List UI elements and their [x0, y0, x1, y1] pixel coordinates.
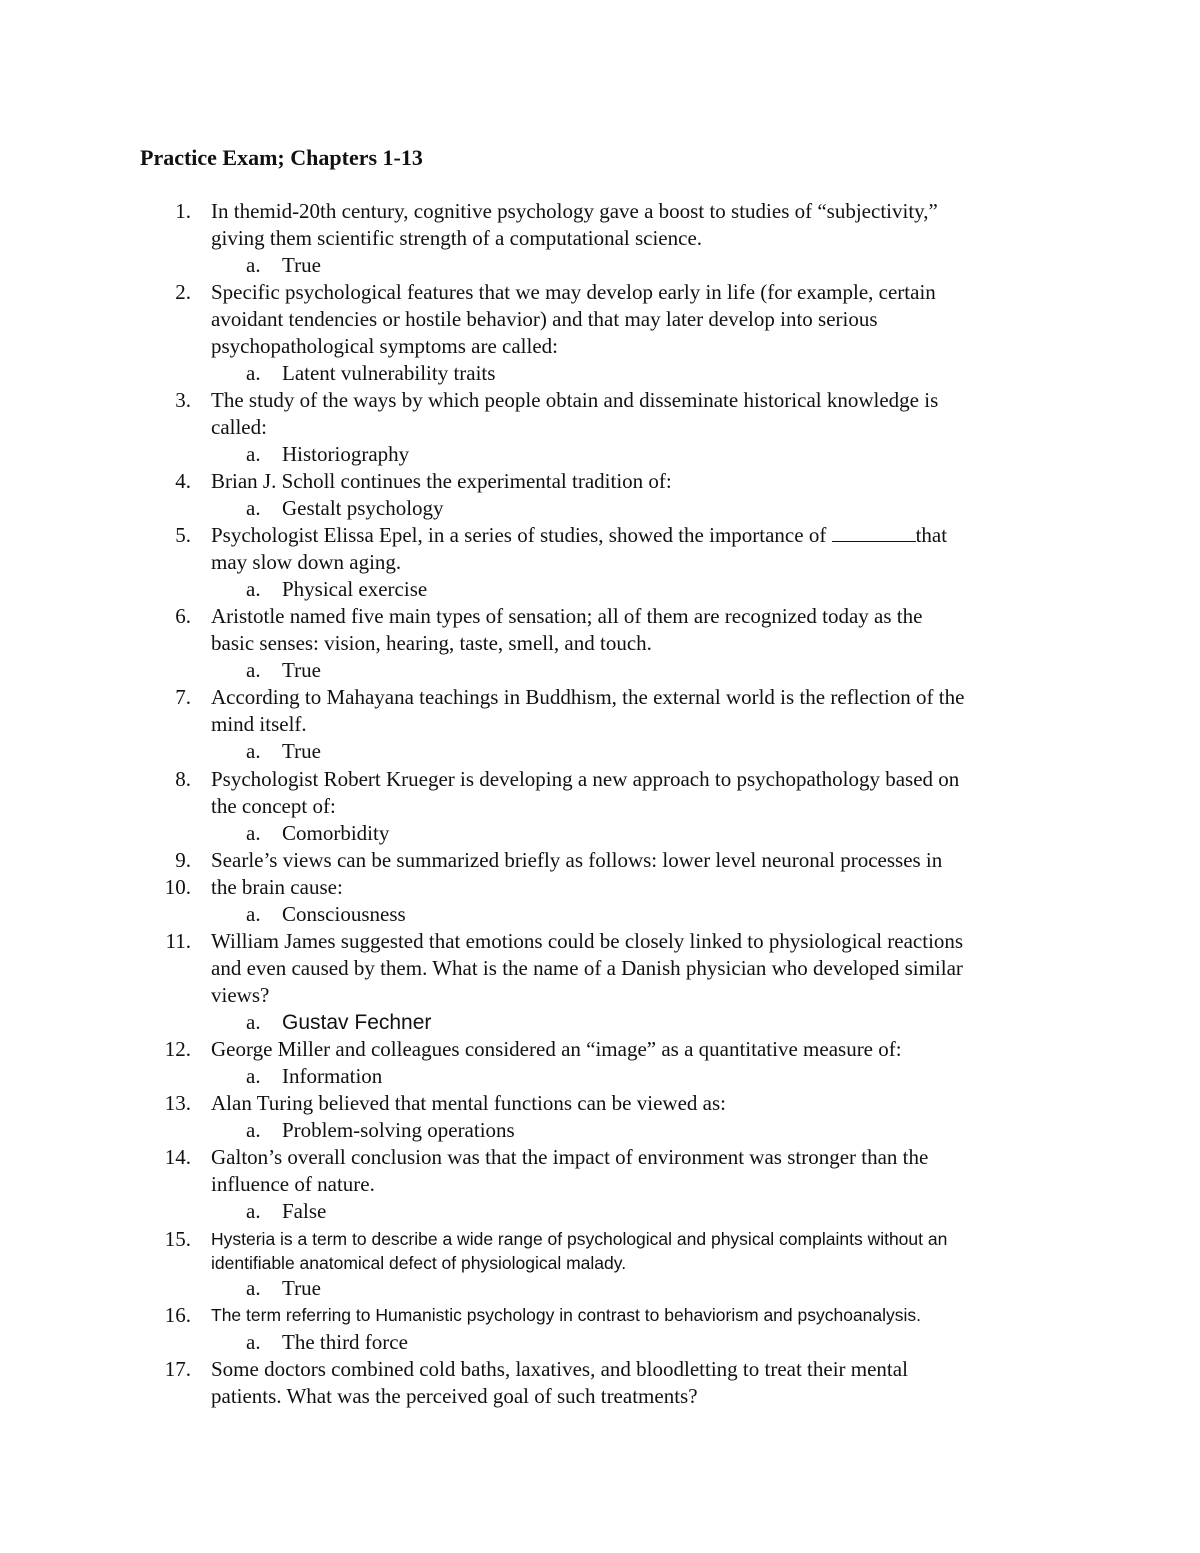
- answer-text: Latent vulnerability traits: [282, 361, 496, 385]
- answer-letter: a.: [246, 658, 261, 682]
- question-text-line: patients. What was the perceived goal of such treatments?: [211, 1384, 698, 1408]
- answer-letter: a.: [246, 1064, 261, 1088]
- question-text-line: The term referring to Humanistic psychology in contrast to behaviorism and psychoanalysis.: [211, 1305, 922, 1325]
- answer-text: Comorbidity: [282, 821, 390, 845]
- answer-text: True: [282, 739, 321, 763]
- question-text-line: Specific psychological features that we may develop early in life (for example, certain: [211, 280, 936, 304]
- question-text-line: influence of nature.: [211, 1172, 375, 1196]
- question-number: 9.: [175, 848, 191, 872]
- answer-letter: a.: [246, 1330, 261, 1354]
- question-number: 1.: [175, 199, 191, 223]
- question-text-line: George Miller and colleagues considered an “image” as a quantitative measure of:: [211, 1037, 902, 1061]
- question-number: 12.: [164, 1037, 191, 1061]
- question-text-after-blank: that: [915, 523, 948, 547]
- question-text-line: giving them scientific strength of a computational science.: [211, 226, 703, 250]
- question-text-line: basic senses: vision, hearing, taste, smell, and touch.: [211, 631, 652, 655]
- answer-letter: a.: [246, 1010, 261, 1034]
- question-number: 15.: [164, 1227, 191, 1251]
- question-text-line: and even caused by them. What is the name of a Danish physician who developed similar: [211, 956, 963, 980]
- question-number: 4.: [175, 469, 191, 493]
- answer-letter: a.: [246, 1199, 261, 1223]
- question-text-line: According to Mahayana teachings in Buddhism, the external world is the reflection of the: [211, 685, 965, 709]
- answer-text: The third force: [282, 1330, 408, 1354]
- answer-letter: a.: [246, 496, 261, 520]
- question-text-line: called:: [211, 415, 267, 439]
- fill-in-blank: [832, 523, 916, 542]
- answer-letter: a.: [246, 253, 261, 277]
- answer-text: True: [282, 658, 321, 682]
- question-text-line: psychopathological symptoms are called:: [211, 334, 558, 358]
- answer-text: Gestalt psychology: [282, 496, 444, 520]
- answer-text: True: [282, 253, 321, 277]
- answer-letter: a.: [246, 361, 261, 385]
- question-text-line: In themid-20th century, cognitive psychology gave a boost to studies of “subjectivity,”: [211, 199, 938, 223]
- question-text-line: Galton’s overall conclusion was that the impact of environment was stronger than the: [211, 1145, 929, 1169]
- question-number: 11.: [165, 929, 191, 953]
- question-number: 10.: [164, 875, 191, 899]
- question-text-line: Brian J. Scholl continues the experimental tradition of:: [211, 469, 672, 493]
- question-number: 2.: [175, 280, 191, 304]
- page-title: Practice Exam; Chapters 1-13: [140, 145, 423, 170]
- question-text-line: Some doctors combined cold baths, laxatives, and bloodletting to treat their mental: [211, 1357, 908, 1381]
- answer-letter: a.: [246, 577, 261, 601]
- question-text-line: Alan Turing believed that mental functions can be viewed as:: [211, 1091, 726, 1115]
- answer-letter: a.: [246, 739, 261, 763]
- answer-text: Consciousness: [282, 902, 406, 926]
- answer-text: Physical exercise: [282, 577, 428, 601]
- question-number: 8.: [175, 767, 191, 791]
- question-text-line: The study of the ways by which people obtain and disseminate historical knowledge is: [211, 388, 939, 412]
- question-number: 5.: [175, 523, 191, 547]
- question-text-line: Searle’s views can be summarized briefly as follows: lower level neuronal processes in: [211, 848, 943, 872]
- answer-text: True: [282, 1276, 321, 1300]
- question-text-line: Psychologist Robert Krueger is developing a new approach to psychopathology based on: [211, 767, 960, 791]
- question-number: 13.: [164, 1091, 191, 1115]
- question-text-line: the concept of:: [211, 794, 336, 818]
- answer-text: Information: [282, 1064, 383, 1088]
- answer-letter: a.: [246, 1276, 261, 1300]
- question-text-line: avoidant tendencies or hostile behavior) and that may later develop into serious: [211, 307, 878, 331]
- question-text-line: William James suggested that emotions could be closely linked to physiological reactions: [211, 929, 964, 953]
- answer-letter: a.: [246, 821, 261, 845]
- answer-letter: a.: [246, 902, 261, 926]
- question-number: 16.: [164, 1303, 191, 1327]
- answer-letter: a.: [246, 442, 261, 466]
- question-text-line: may slow down aging.: [211, 550, 402, 574]
- question-text-line: Hysteria is a term to describe a wide range of psychological and physical complaints without an: [211, 1229, 948, 1249]
- answer-letter: a.: [246, 1118, 261, 1142]
- answer-text: Problem-solving operations: [282, 1118, 515, 1142]
- answer-text: Historiography: [282, 442, 410, 466]
- question-text-line: views?: [211, 983, 270, 1007]
- question-number: 6.: [175, 604, 191, 628]
- answer-text: Gustav Fechner: [282, 1011, 432, 1034]
- question-number: 17.: [164, 1357, 191, 1381]
- question-text-line: identifiable anatomical defect of physiological malady.: [211, 1253, 627, 1273]
- question-text-line: Aristotle named five main types of sensation; all of them are recognized today as the: [211, 604, 923, 628]
- question-text-line: [211, 522, 947, 549]
- question-text-line: mind itself.: [211, 712, 307, 736]
- question-number: 7.: [175, 685, 191, 709]
- answer-text: False: [282, 1199, 327, 1223]
- question-number: 3.: [175, 388, 191, 412]
- question-text-before-blank: Psychologist Elissa Epel, in a series of studies, showed the importance of: [211, 523, 832, 547]
- question-text-line: the brain cause:: [211, 875, 343, 899]
- question-number: 14.: [164, 1145, 191, 1169]
